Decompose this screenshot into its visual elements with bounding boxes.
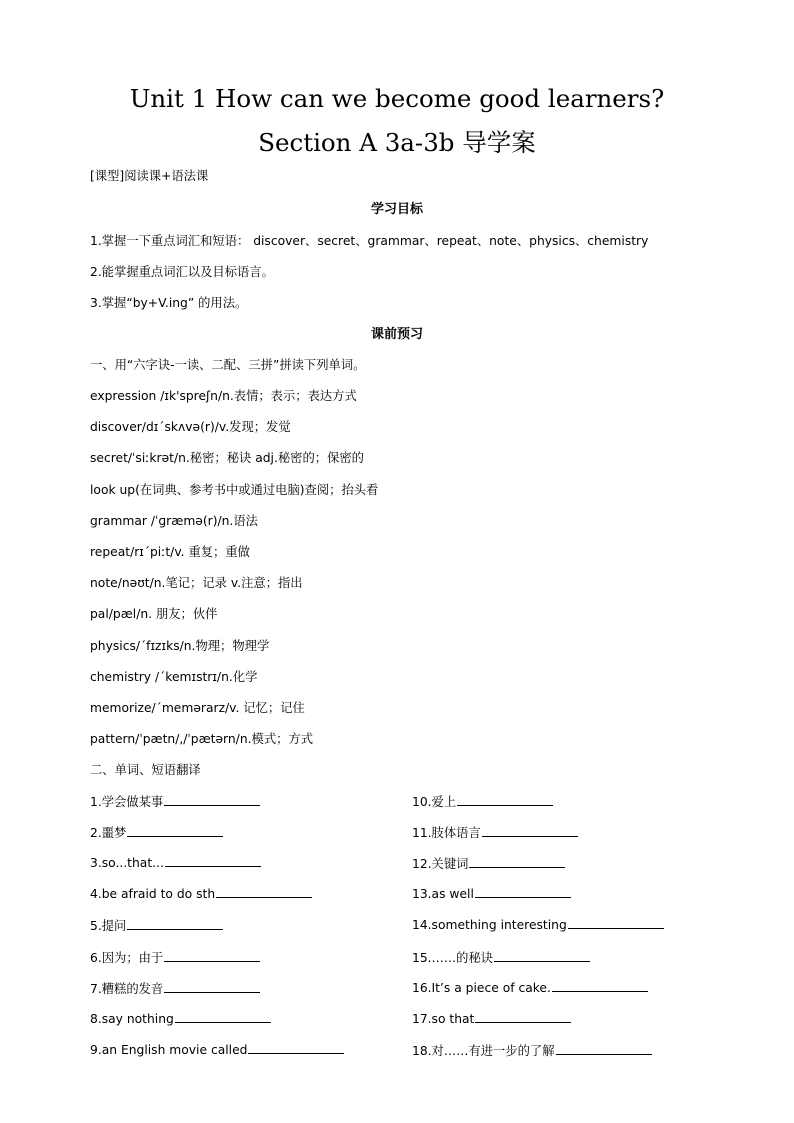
exercise-item	[412, 885, 571, 901]
exercise-item	[412, 1010, 571, 1026]
vocab-item: note/nəʊt/n.笔记；记录 v.注意；指出	[90, 576, 303, 590]
vocab-item: chemistry /ˊkemɪstrɪ/n.化学	[90, 670, 258, 684]
exercise-item	[412, 916, 664, 932]
answer-blank[interactable]	[494, 949, 590, 962]
exercise-prompt: 3.so...that...	[90, 856, 164, 870]
exercise-item	[412, 948, 590, 966]
vocab-item: pal/pæl/n. 朋友；伙伴	[90, 607, 218, 621]
answer-blank[interactable]	[127, 824, 223, 837]
answer-blank[interactable]	[482, 824, 578, 837]
answer-blank[interactable]	[165, 854, 261, 867]
answer-blank[interactable]	[164, 980, 260, 993]
exercise-item	[90, 916, 223, 934]
objective-item-2: 2.能掌握重点词汇以及目标语言。	[90, 265, 274, 279]
exercise-prompt: 8.say nothing	[90, 1012, 174, 1026]
vocab-item: memorize/ˊmemərarz/v. 记忆；记住	[90, 701, 305, 715]
document-title: Unit 1 How can we become good learners?	[129, 84, 665, 113]
exercise-item	[90, 1010, 271, 1026]
exercise-prompt: 17.so that	[412, 1012, 475, 1026]
exercise-item	[412, 792, 553, 810]
exercise-item	[90, 792, 260, 810]
exercise-prompt: 4.be afraid to do sth	[90, 887, 216, 901]
exercise-item	[90, 854, 261, 870]
vocab-item: grammar /ˈɡræmə(r)/n.语法	[90, 514, 258, 528]
answer-blank[interactable]	[469, 855, 565, 868]
section1-title: 一、用“六字诀-一读、二配、三拼”拼读下列单词。	[90, 358, 366, 372]
exercise-prompt: 6.因为；由于	[90, 951, 164, 965]
answer-blank[interactable]	[475, 885, 571, 898]
answer-blank[interactable]	[175, 1010, 271, 1023]
objective-item-1: 1.掌握一下重点词汇和短语： discover、secret、grammar、repeat、note、physics、chemistry	[90, 234, 649, 248]
vocab-item: expression /ɪk'spreʃn/n.表情；表示；表达方式	[90, 389, 357, 403]
vocab-item: repeat/rɪˊpiːt/v. 重复；重做	[90, 545, 250, 559]
exercise-item	[90, 948, 260, 966]
exercise-item	[90, 979, 260, 997]
vocab-item: discover/dɪˊskʌvə(r)/v.发现；发觉	[90, 420, 291, 434]
exercise-prompt: 10.爱上	[412, 795, 457, 809]
answer-blank[interactable]	[457, 793, 553, 806]
lesson-type: [课型]阅读课+语法课	[90, 169, 209, 183]
exercise-item	[90, 823, 223, 841]
vocab-item: physics/ˊfɪzɪks/n.物理；物理学	[90, 639, 270, 653]
exercise-prompt: 7.糟糕的发音	[90, 982, 164, 996]
objectives-heading: 学习目标	[370, 202, 423, 217]
exercise-prompt: 12.关键词	[412, 857, 469, 871]
answer-blank[interactable]	[568, 916, 664, 929]
vocab-item: pattern/ˈpætn/,/ˈpætərn/n.模式；方式	[90, 732, 314, 746]
exercise-prompt: 11.肢体语言	[412, 826, 481, 840]
exercise-prompt: 14.something interesting	[412, 918, 567, 932]
answer-blank[interactable]	[164, 949, 260, 962]
preview-heading: 课前预习	[370, 327, 423, 342]
section2-title: 二、单词、短语翻译	[90, 763, 201, 777]
exercise-prompt: 5.提问	[90, 919, 127, 933]
exercise-prompt: 16.It’s a piece of cake.	[412, 981, 551, 995]
answer-blank[interactable]	[475, 1010, 571, 1023]
answer-blank[interactable]	[216, 885, 312, 898]
exercise-item	[412, 823, 578, 841]
answer-blank[interactable]	[164, 793, 260, 806]
answer-blank[interactable]	[127, 917, 223, 930]
exercise-item	[412, 854, 565, 872]
exercise-item	[90, 1041, 344, 1057]
exercise-item	[90, 885, 312, 901]
exercise-prompt: 18.对……有进一步的了解	[412, 1044, 555, 1058]
answer-blank[interactable]	[552, 979, 648, 992]
answer-blank[interactable]	[248, 1041, 344, 1054]
exercise-prompt: 2.噩梦	[90, 826, 127, 840]
exercise-prompt: 13.as well	[412, 887, 474, 901]
exercise-prompt: 15.……的秘诀	[412, 951, 494, 965]
exercise-prompt: 9.an English movie called	[90, 1043, 248, 1057]
exercise-prompt: 1.学会做某事	[90, 795, 164, 809]
exercise-item	[412, 979, 648, 995]
document-subtitle: Section A 3a-3b 导学案	[258, 128, 536, 157]
exercise-item	[412, 1041, 652, 1059]
objective-item-3: 3.掌握“by+V.ing” 的用法。	[90, 296, 248, 310]
answer-blank[interactable]	[556, 1042, 652, 1055]
vocab-item: look up(在词典、参考书中或通过电脑)查阅；抬头看	[90, 483, 379, 497]
vocab-item: secret/ˈsiːkrət/n.秘密；秘诀 adj.秘密的；保密的	[90, 451, 364, 465]
